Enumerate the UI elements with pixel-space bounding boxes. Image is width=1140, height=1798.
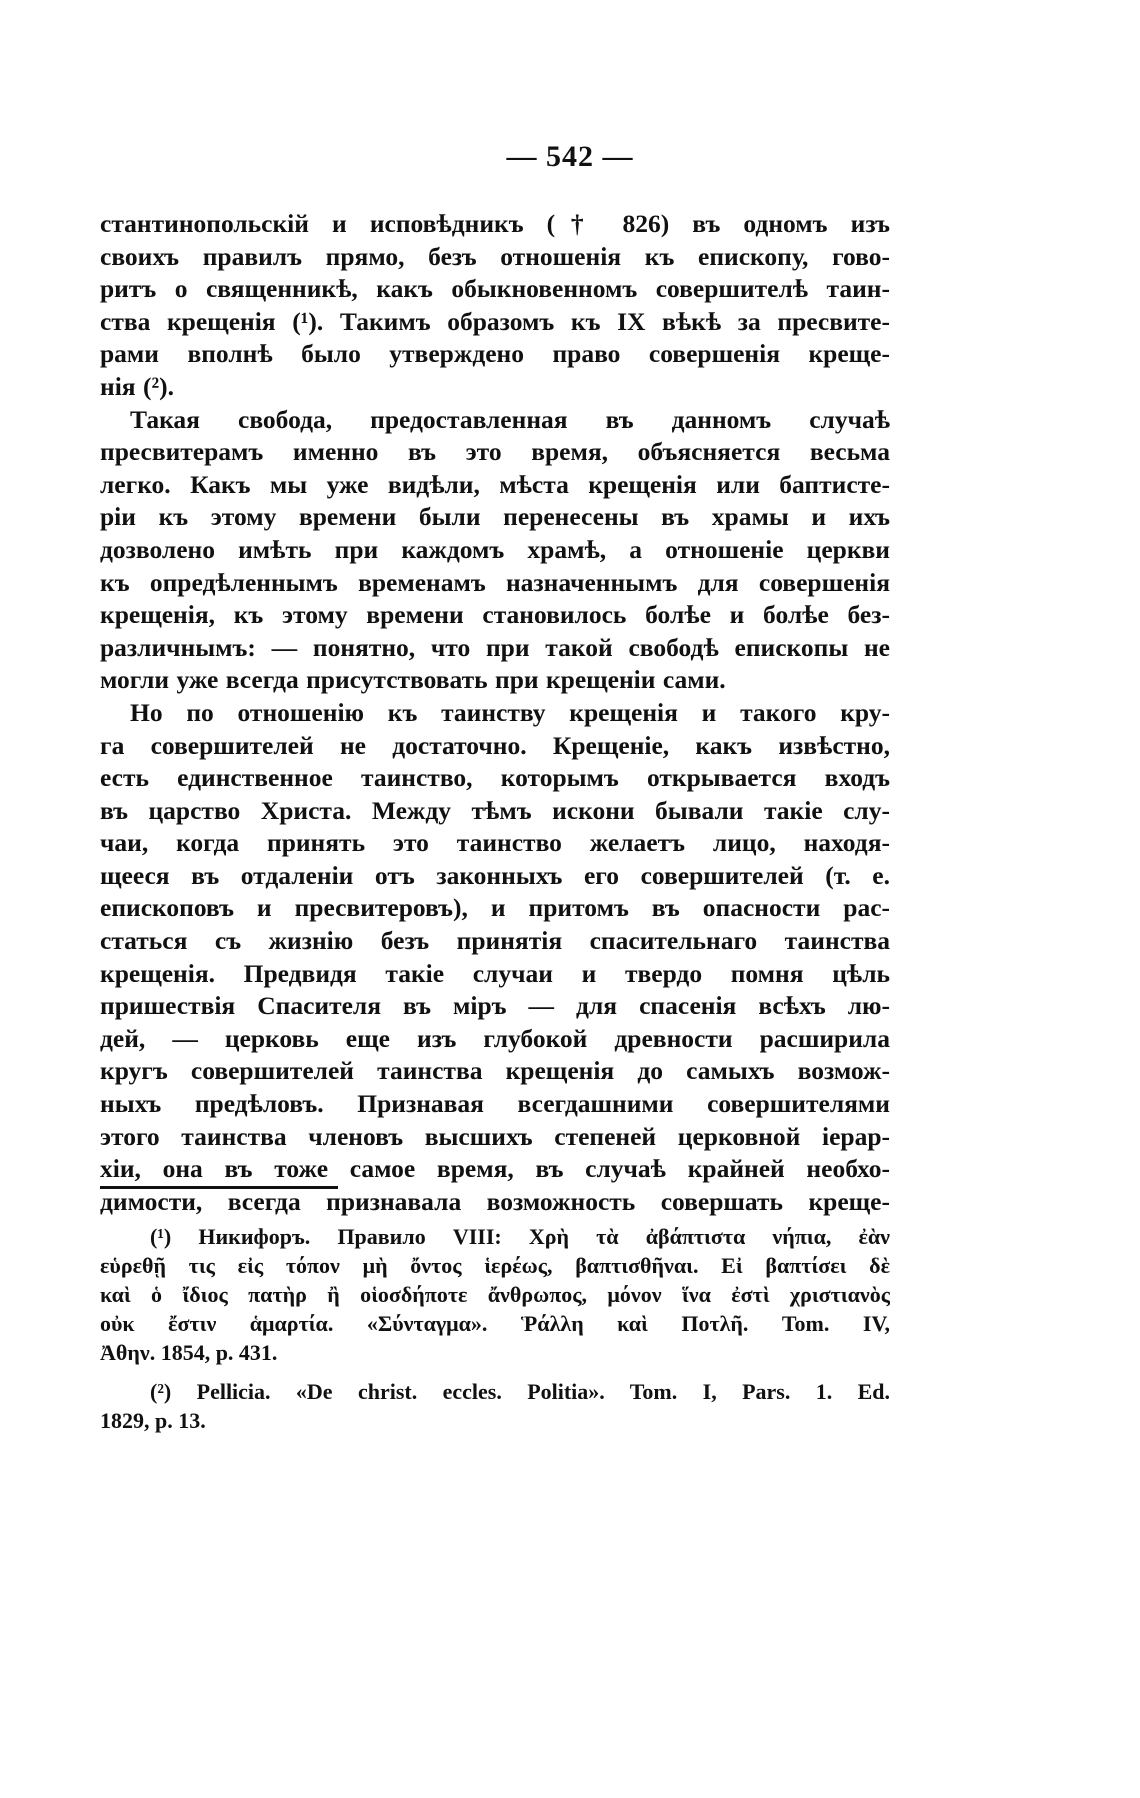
text-line: стантинопольскій и исповѣдникъ († 826) въ одномъ изъ	[100, 209, 890, 238]
text-line: рами вполнѣ было утверждено право совершенія креще-	[100, 339, 890, 369]
footnotes	[100, 1222, 890, 1435]
text-line: хіи, она въ тоже самое время, въ случаѣ крайней необхо-	[100, 1154, 890, 1184]
text-line: этого таинства членовъ высшихъ степеней церковной іерар-	[100, 1121, 890, 1151]
main-text-body	[100, 208, 890, 1218]
text-line: щееся въ отдаленіи отъ законныхъ его совершителей (т. е.	[100, 860, 890, 890]
text-line: ныхъ предѣловъ. Признавая всегдашними совершителями	[100, 1089, 890, 1119]
footnote-line: (¹) Никифоръ. Правило VIII: Χρὴ τὰ ἀβάπτιστα νήπια, ἐὰν	[150, 1224, 890, 1249]
text-line: димости, всегда признавала возможность совершать креще-	[100, 1186, 890, 1216]
text-line: ства крещенія (¹). Такимъ образомъ къ IX вѣкѣ за пресвите-	[100, 306, 890, 336]
text-line: дей, — церковь еще изъ глубокой древности расширила	[100, 1023, 890, 1053]
paragraph-start-line: Такая свобода, предоставленная въ данномъ случаѣ	[130, 404, 890, 434]
paragraph-start-line: Но по отношенію къ таинству крещенія и такого кру-	[130, 697, 890, 727]
footnote-divider	[100, 1186, 338, 1189]
text-line: нія (²).	[100, 371, 174, 401]
text-line: статься съ жизнію безъ принятія спасительнаго таинства	[100, 926, 890, 956]
text-line: дозволено имѣть при каждомъ храмѣ, а отношеніе церкви	[100, 534, 890, 564]
text-line: легко. Какъ мы уже видѣли, мѣста крещенія или баптисте-	[100, 469, 890, 499]
text-line: га совершителей не достаточно. Крещеніе, какъ извѣстно,	[100, 730, 890, 760]
footnote-line: οὐκ ἔστιν ἁμαρτία. «Σύνταγμα». Ῥάλλη καὶ Ποτλῆ. Tom. IV,	[100, 1311, 890, 1336]
footnote-2	[100, 1377, 890, 1435]
page-number: — 542 —	[506, 140, 634, 173]
text-line: своихъ правилъ прямо, безъ отношенія къ епископу, гово-	[100, 241, 890, 271]
text-line: епископовъ и пресвитеровъ), и притомъ въ опасности рас-	[100, 893, 890, 923]
text-line: пресвитерамъ именно въ это время, объясняется весьма	[100, 437, 890, 467]
footnote-line: 1829, p. 13.	[100, 1408, 206, 1433]
text-line: могли уже всегда присутствовать при крещеніи сами.	[100, 665, 726, 695]
text-line: чаи, когда принять это таинство желаетъ лицо, находя-	[100, 828, 890, 858]
footnote-line: καὶ ὁ ἴδιος πατὴρ ἢ οἱοσδήποτε ἄνθρωπος, μόνον ἵνα ἐστὶ χριστιανὸς	[100, 1282, 890, 1307]
text-line: ритъ о священникѣ, какъ обыкновенномъ совершителѣ таин-	[100, 274, 890, 304]
footnote-gap	[100, 1367, 890, 1377]
text-line: ріи къ этому времени были перенесены въ храмы и ихъ	[100, 502, 890, 532]
text-line: различнымъ: — понятно, что при такой свободѣ епископы не	[100, 632, 890, 662]
footnote-line: (²) Pellicia. «De christ. eccles. Politia». Tom. I, Pars. 1. Ed.	[150, 1379, 890, 1404]
footnote-line: Ἀθην. 1854, p. 431.	[100, 1340, 278, 1365]
text-line: крещенія. Предвидя такіе случаи и твердо помня цѣль	[100, 958, 890, 988]
footnote-1	[100, 1222, 890, 1367]
text-line: къ опредѣленнымъ временамъ назначеннымъ для совершенія	[100, 567, 890, 597]
text-line: есть единственное таинство, которымъ открывается входъ	[100, 763, 890, 793]
footnote-line: εὑρεθῇ τις εἰς τόπον μὴ ὄντος ἱερέως, βαπτισθῆναι. Εἰ βαπτίσει δὲ	[100, 1253, 890, 1278]
text-line: кругъ совершителей таинства крещенія до самыхъ возмож-	[100, 1056, 890, 1086]
text-line: крещенія, къ этому времени становилось болѣе и болѣе без-	[100, 600, 890, 630]
text-line: пришествія Спасителя въ міръ — для спасенія всѣхъ лю-	[100, 991, 890, 1021]
text-line: въ царство Христа. Между тѣмъ искони бывали такіе слу-	[100, 795, 890, 825]
